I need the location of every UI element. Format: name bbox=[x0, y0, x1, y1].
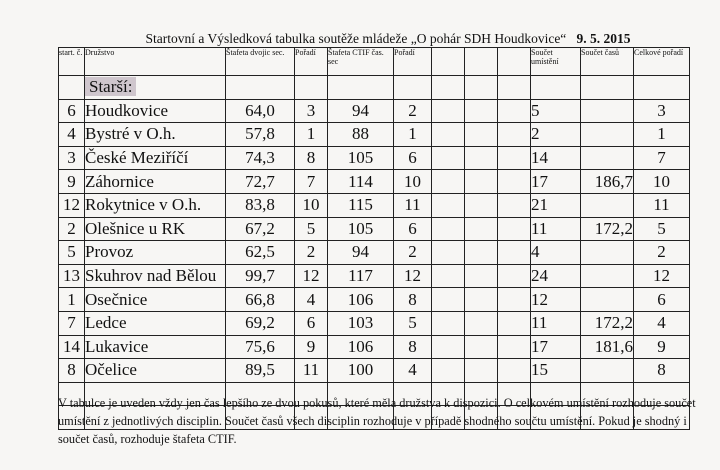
section-label: Starší: bbox=[85, 76, 226, 100]
table-row bbox=[59, 335, 690, 359]
sum-times bbox=[581, 264, 634, 288]
header-relay-pairs: Štafeta dvojic sec. bbox=[226, 48, 295, 76]
relay-time: 89,5 bbox=[226, 359, 295, 383]
relay-time: 69,2 bbox=[226, 311, 295, 335]
ctif-rank: 1 bbox=[394, 123, 432, 147]
sum-places: 12 bbox=[531, 288, 581, 312]
relay-rank: 7 bbox=[295, 170, 328, 194]
header-row bbox=[59, 48, 690, 76]
ctif-rank: 12 bbox=[394, 264, 432, 288]
sum-places: 24 bbox=[531, 264, 581, 288]
empty-cell bbox=[498, 123, 531, 147]
overall-rank: 12 bbox=[634, 264, 690, 288]
table-row bbox=[59, 170, 690, 194]
sum-places: 2 bbox=[531, 123, 581, 147]
empty-cell bbox=[465, 99, 498, 123]
overall-rank: 7 bbox=[634, 146, 690, 170]
sum-places: 5 bbox=[531, 99, 581, 123]
title-text: Startovní a Výsledková tabulka soutěže mládeže „O pohár SDH Houdkovice“ bbox=[145, 31, 567, 46]
overall-rank: 5 bbox=[634, 217, 690, 241]
overall-rank: 10 bbox=[634, 170, 690, 194]
relay-rank: 11 bbox=[295, 359, 328, 383]
header-sum-places: Součet umístění bbox=[531, 48, 581, 76]
sum-times bbox=[581, 146, 634, 170]
sum-times: 172,2 bbox=[581, 217, 634, 241]
empty-cell bbox=[465, 288, 498, 312]
ctif-time: 94 bbox=[328, 99, 394, 123]
relay-time: 64,0 bbox=[226, 99, 295, 123]
empty-cell bbox=[465, 123, 498, 147]
overall-rank: 11 bbox=[634, 193, 690, 217]
team-name: Olešnice u RK bbox=[85, 217, 226, 241]
ctif-time: 103 bbox=[328, 311, 394, 335]
empty-cell bbox=[465, 264, 498, 288]
team-name: Ledce bbox=[85, 311, 226, 335]
relay-time: 66,8 bbox=[226, 288, 295, 312]
team-name: Očelice bbox=[85, 359, 226, 383]
ctif-rank: 5 bbox=[394, 311, 432, 335]
start-number: 8 bbox=[59, 359, 85, 383]
empty-cell bbox=[498, 264, 531, 288]
empty-cell bbox=[432, 359, 465, 383]
empty-cell bbox=[465, 146, 498, 170]
empty-cell bbox=[465, 193, 498, 217]
empty-cell bbox=[498, 170, 531, 194]
relay-rank: 5 bbox=[295, 217, 328, 241]
ctif-time: 105 bbox=[328, 217, 394, 241]
start-number: 6 bbox=[59, 99, 85, 123]
sum-places: 17 bbox=[531, 335, 581, 359]
table-row bbox=[59, 359, 690, 383]
sum-times bbox=[581, 288, 634, 312]
relay-rank: 3 bbox=[295, 99, 328, 123]
relay-time: 83,8 bbox=[226, 193, 295, 217]
start-number: 13 bbox=[59, 264, 85, 288]
footnote: V tabulce je uveden vždy jen čas lepšího ze dvou pokusů, které měla družstva k dispozici. O celkovém umístění rozhoduje součet umístění z jednotlivých disciplin. Součet časů všech disciplin rozhoduje v případě shodného součtu umístění. Pokud je shodný i součet časů, rozhoduje štafeta CTIF. bbox=[58, 396, 696, 446]
header-start: start. č. bbox=[59, 48, 85, 76]
relay-time: 75,6 bbox=[226, 335, 295, 359]
start-number: 9 bbox=[59, 170, 85, 194]
team-name: Záhornice bbox=[85, 170, 226, 194]
team-name: Lukavice bbox=[85, 335, 226, 359]
ctif-rank: 8 bbox=[394, 335, 432, 359]
ctif-time: 106 bbox=[328, 288, 394, 312]
empty-cell bbox=[498, 311, 531, 335]
table-row bbox=[59, 123, 690, 147]
ctif-time: 115 bbox=[328, 193, 394, 217]
results-table bbox=[58, 47, 690, 430]
start-number: 14 bbox=[59, 335, 85, 359]
ctif-time: 94 bbox=[328, 241, 394, 265]
sum-times bbox=[581, 99, 634, 123]
relay-rank: 2 bbox=[295, 241, 328, 265]
ctif-time: 114 bbox=[328, 170, 394, 194]
relay-time: 74,3 bbox=[226, 146, 295, 170]
start-number: 2 bbox=[59, 217, 85, 241]
relay-rank: 10 bbox=[295, 193, 328, 217]
relay-time: 99,7 bbox=[226, 264, 295, 288]
relay-rank: 12 bbox=[295, 264, 328, 288]
empty-cell bbox=[432, 288, 465, 312]
header-team: Družstvo bbox=[85, 48, 226, 76]
team-name: České Meziříčí bbox=[85, 146, 226, 170]
table-row bbox=[59, 217, 690, 241]
header-ctif: Štafeta CTIF čas. sec bbox=[328, 48, 394, 76]
team-name: Osečnice bbox=[85, 288, 226, 312]
sum-places: 17 bbox=[531, 170, 581, 194]
header-overall: Celkové pořadí bbox=[634, 48, 690, 76]
table-row bbox=[59, 264, 690, 288]
start-number: 7 bbox=[59, 311, 85, 335]
ctif-rank: 11 bbox=[394, 193, 432, 217]
start-number: 12 bbox=[59, 193, 85, 217]
ctif-time: 106 bbox=[328, 335, 394, 359]
empty-cell bbox=[432, 335, 465, 359]
sum-places: 21 bbox=[531, 193, 581, 217]
sum-times bbox=[581, 123, 634, 147]
empty-cell bbox=[498, 99, 531, 123]
sum-places: 11 bbox=[531, 217, 581, 241]
header-empty bbox=[432, 48, 465, 76]
table-row bbox=[59, 99, 690, 123]
header-sum-times: Součet časů bbox=[581, 48, 634, 76]
empty-cell bbox=[465, 170, 498, 194]
empty-cell bbox=[465, 217, 498, 241]
sum-places: 4 bbox=[531, 241, 581, 265]
header-rank-2: Pořadí bbox=[394, 48, 432, 76]
title-date: 9. 5. 2015 bbox=[576, 31, 631, 46]
overall-rank: 9 bbox=[634, 335, 690, 359]
empty-cell bbox=[498, 241, 531, 265]
relay-rank: 6 bbox=[295, 311, 328, 335]
header-rank-1: Pořadí bbox=[295, 48, 328, 76]
empty-cell bbox=[465, 359, 498, 383]
empty-cell bbox=[498, 217, 531, 241]
table-row bbox=[59, 241, 690, 265]
ctif-time: 88 bbox=[328, 123, 394, 147]
empty-cell bbox=[432, 99, 465, 123]
sheet-title bbox=[58, 31, 718, 47]
sum-times bbox=[581, 241, 634, 265]
empty-cell bbox=[432, 146, 465, 170]
empty-cell bbox=[432, 264, 465, 288]
empty-cell bbox=[498, 335, 531, 359]
empty-cell bbox=[498, 193, 531, 217]
sum-places: 14 bbox=[531, 146, 581, 170]
relay-time: 62,5 bbox=[226, 241, 295, 265]
empty-cell bbox=[498, 146, 531, 170]
team-name: Bystré v O.h. bbox=[85, 123, 226, 147]
relay-rank: 4 bbox=[295, 288, 328, 312]
ctif-rank: 6 bbox=[394, 217, 432, 241]
table-row bbox=[59, 193, 690, 217]
header-empty bbox=[465, 48, 498, 76]
sum-times bbox=[581, 193, 634, 217]
ctif-rank: 4 bbox=[394, 359, 432, 383]
relay-rank: 9 bbox=[295, 335, 328, 359]
empty-cell bbox=[432, 241, 465, 265]
empty-cell bbox=[432, 193, 465, 217]
section-row bbox=[59, 76, 690, 100]
empty-cell bbox=[432, 217, 465, 241]
empty-cell bbox=[432, 170, 465, 194]
sum-times: 181,6 bbox=[581, 335, 634, 359]
ctif-rank: 8 bbox=[394, 288, 432, 312]
empty-cell bbox=[465, 335, 498, 359]
sum-times bbox=[581, 359, 634, 383]
team-name: Skuhrov nad Bělou bbox=[85, 264, 226, 288]
team-name: Provoz bbox=[85, 241, 226, 265]
ctif-rank: 6 bbox=[394, 146, 432, 170]
table-row bbox=[59, 288, 690, 312]
overall-rank: 1 bbox=[634, 123, 690, 147]
ctif-time: 105 bbox=[328, 146, 394, 170]
sum-places: 11 bbox=[531, 311, 581, 335]
team-name: Houdkovice bbox=[85, 99, 226, 123]
ctif-rank: 2 bbox=[394, 241, 432, 265]
team-name: Rokytnice v O.h. bbox=[85, 193, 226, 217]
ctif-time: 117 bbox=[328, 264, 394, 288]
empty-cell bbox=[432, 123, 465, 147]
empty-cell bbox=[498, 359, 531, 383]
start-number: 3 bbox=[59, 146, 85, 170]
empty-cell bbox=[498, 288, 531, 312]
relay-time: 57,8 bbox=[226, 123, 295, 147]
sum-places: 15 bbox=[531, 359, 581, 383]
overall-rank: 6 bbox=[634, 288, 690, 312]
relay-rank: 1 bbox=[295, 123, 328, 147]
start-number: 1 bbox=[59, 288, 85, 312]
overall-rank: 8 bbox=[634, 359, 690, 383]
ctif-time: 100 bbox=[328, 359, 394, 383]
ctif-rank: 10 bbox=[394, 170, 432, 194]
relay-time: 67,2 bbox=[226, 217, 295, 241]
sum-times: 186,7 bbox=[581, 170, 634, 194]
sum-times: 172,2 bbox=[581, 311, 634, 335]
empty-cell bbox=[432, 311, 465, 335]
overall-rank: 2 bbox=[634, 241, 690, 265]
overall-rank: 3 bbox=[634, 99, 690, 123]
empty-cell bbox=[465, 241, 498, 265]
header-empty bbox=[498, 48, 531, 76]
start-number: 4 bbox=[59, 123, 85, 147]
start-number: 5 bbox=[59, 241, 85, 265]
relay-time: 72,7 bbox=[226, 170, 295, 194]
ctif-rank: 2 bbox=[394, 99, 432, 123]
overall-rank: 4 bbox=[634, 311, 690, 335]
empty-cell bbox=[465, 311, 498, 335]
table-row bbox=[59, 311, 690, 335]
table-row bbox=[59, 146, 690, 170]
relay-rank: 8 bbox=[295, 146, 328, 170]
